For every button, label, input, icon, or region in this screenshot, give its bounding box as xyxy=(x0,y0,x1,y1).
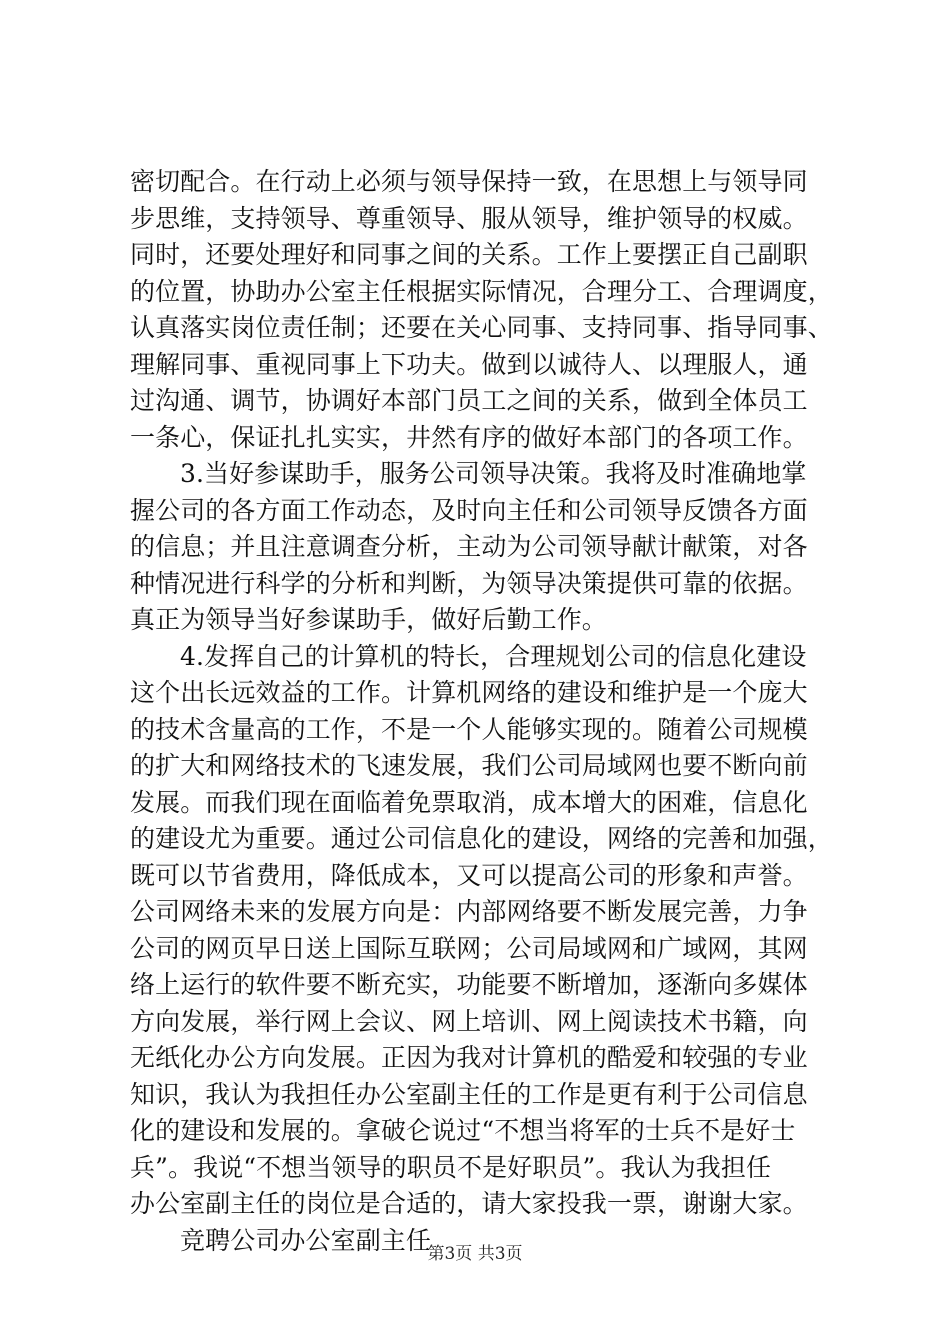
text-line: 同时，还要处理好和同事之间的关系。工作上要摆正自己副职 xyxy=(130,240,808,269)
text-line: 过沟通、调节，协调好本部门员工之间的关系，做到全体员工 xyxy=(130,386,808,415)
text-line: 这个出长远效益的工作。计算机网络的建设和维护是一个庞大 xyxy=(130,678,808,707)
closing-title-line: 竞聘公司办公室副主任 xyxy=(180,1225,432,1255)
text-line: 种情况进行科学的分析和判断，为领导决策提供可靠的依据。 xyxy=(130,568,808,598)
text-line: 的信息；并且注意调查分析，主动为公司领导献计献策，对各 xyxy=(130,532,808,561)
text-line: 方向发展，举行网上会议、网上培训、网上阅读技术书籍，向 xyxy=(130,1006,808,1036)
text-line: 既可以节省费用，降低成本，又可以提高公司的形象和声誉。 xyxy=(130,860,808,890)
text-line: 的技术含量高的工作，不是一个人能够实现的。随着公司规模 xyxy=(130,714,808,744)
text-line: 办公室副主任的岗位是合适的，请大家投我一票，谢谢大家。 xyxy=(130,1189,808,1218)
document-body xyxy=(130,164,833,1259)
text-line: 的位置，协助办公室主任根据实际情况，合理分工、合理调度， xyxy=(130,276,833,306)
text-line: 一条心，保证扎扎实实，井然有序的做好本部门的各项工作。 xyxy=(130,422,808,452)
text-line: 无纸化办公方向发展。正因为我对计算机的酷爱和较强的专业 xyxy=(130,1043,808,1072)
text-line: 公司网络未来的发展方向是：内部网络要不断发展完善，力争 xyxy=(130,897,808,926)
text-line: 的建设尤为重要。通过公司信息化的建设，网络的完善和加强， xyxy=(130,824,833,853)
text-line: 认真落实岗位责任制；还要在关心同事、支持同事、指导同事、 xyxy=(130,313,833,342)
page-footer: 第3页 共3页 xyxy=(427,1244,523,1264)
text-line: 公司的网页早日送上国际互联网；公司局域网和广域网，其网 xyxy=(130,933,808,963)
text-line: 步思维，支持领导、尊重领导、服从领导，维护领导的权威。 xyxy=(130,203,808,233)
text-line: 真正为领导当好参谋助手，做好后勤工作。 xyxy=(130,605,607,634)
paragraph-start-line: 3.当好参谋助手，服务公司领导决策。我将及时准确地掌 xyxy=(180,459,807,488)
text-line: 知识，我认为我担任办公室副主任的工作是更有利于公司信息 xyxy=(130,1079,808,1109)
text-line: 络上运行的软件要不断充实，功能要不断增加，逐渐向多媒体 xyxy=(130,970,808,999)
paragraph-start-line: 4.发挥自己的计算机的特长，合理规划公司的信息化建设 xyxy=(180,641,807,671)
text-line: 握公司的各方面工作动态，及时向主任和公司领导反馈各方面 xyxy=(130,495,808,525)
text-line: 密切配合。在行动上必须与领导保持一致，在思想上与领导同 xyxy=(130,167,808,196)
text-line: 化的建设和发展的。拿破仑说过“不想当将军的士兵不是好士 xyxy=(130,1116,796,1145)
text-line: 发展。而我们现在面临着免票取消，成本增大的困难，信息化 xyxy=(130,787,808,817)
text-line: 的扩大和网络技术的飞速发展，我们公司局域网也要不断向前 xyxy=(130,751,808,780)
text-line: 理解同事、重视同事上下功夫。做到以诚待人、以理服人，通 xyxy=(130,349,808,379)
text-line: 兵”。我说“不想当领导的职员不是好职员”。我认为我担任 xyxy=(130,1152,772,1182)
